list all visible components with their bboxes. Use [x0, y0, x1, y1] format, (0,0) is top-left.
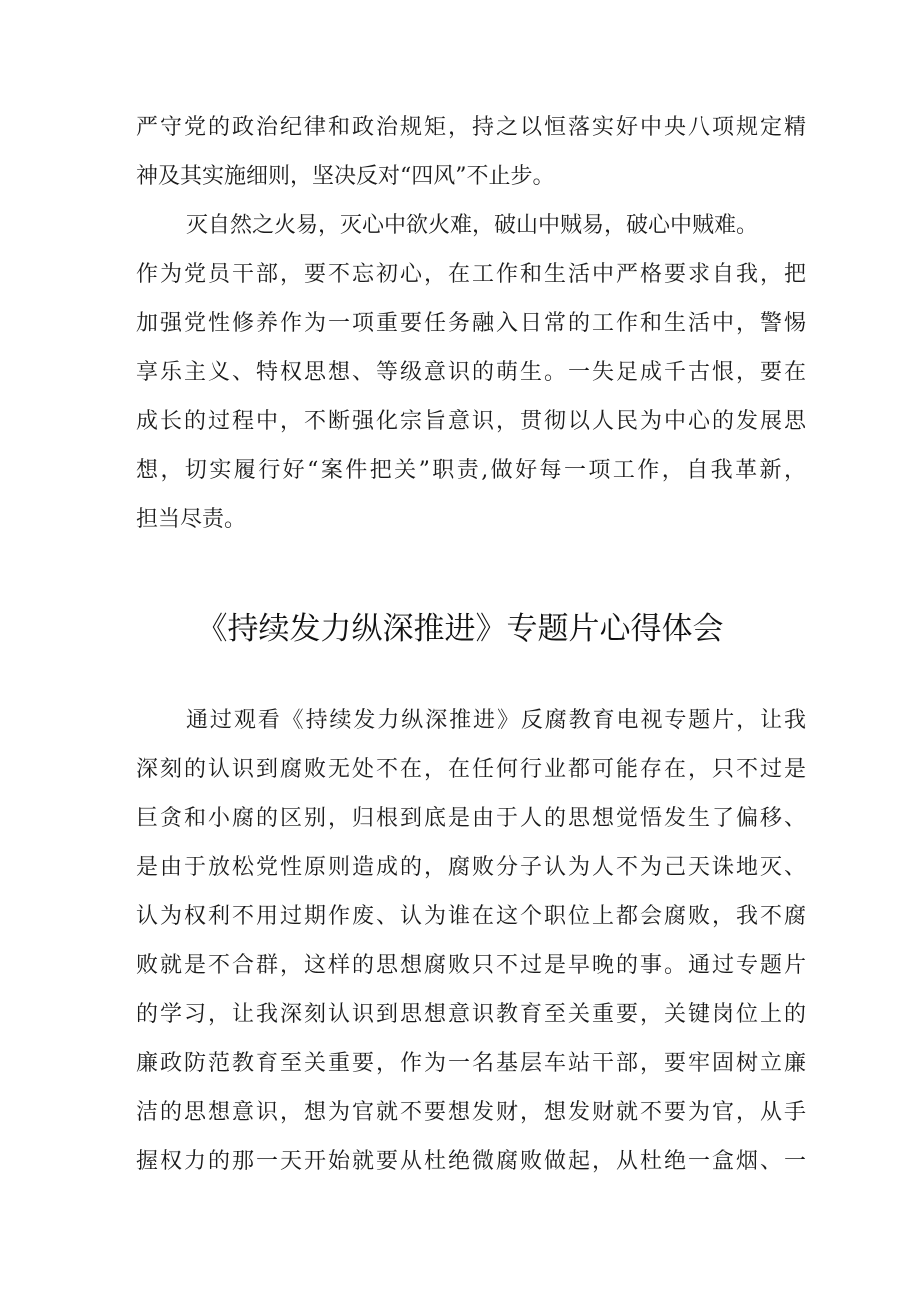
paragraph-3-line-1: 通过观看《持续发力纵深推进》反腐教育电视专题片，让我: [186, 708, 806, 733]
paragraph-3-line-8: 廉政防范教育至关重要，作为一名基层车站干部，要牢固树立廉: [136, 1051, 806, 1076]
paragraph-3-line-5: 认为权利不用过期作废、认为谁在这个职位上都会腐败，我不腐: [136, 904, 806, 929]
paragraph-3-line-4: 是由于放松党性原则造成的，腐败分子认为人不为己天诛地灭、: [136, 855, 806, 880]
paragraph-3-line-7: 的学习，让我深刻认识到思想意识教育至关重要，关键岗位上的: [136, 1002, 806, 1027]
paragraph-1-line-1: 严守党的政治纪律和政治规矩，持之以恒落实好中央八项规定精: [136, 115, 806, 140]
paragraph-2-line-4: 享乐主义、特权思想、等级意识的萌生。一失足成千古恨，要在: [136, 360, 806, 385]
paragraph-1-line-2: 神及其实施细则，坚决反对“四风”不止步。: [136, 164, 555, 189]
paragraph-2-line-6: 想，切实履行好“案件把关”职责,做好每一项工作，自我革新，: [136, 458, 806, 483]
paragraph-2-line-7: 担当尽责。: [136, 507, 247, 532]
paragraph-3-line-2: 深刻的认识到腐败无处不在，在任何行业都可能存在，只不过是: [136, 757, 806, 782]
paragraph-2-line-5: 成长的过程中，不断强化宗旨意识，贯彻以人民为中心的发展思: [136, 409, 806, 434]
paragraph-3-line-9: 洁的思想意识，想为官就不要想发财，想发财就不要为官，从手: [136, 1100, 806, 1125]
paragraph-3-line-6: 败就是不合群，这样的思想腐败只不过是早晚的事。通过专题片: [136, 953, 806, 978]
paragraph-3-line-10: 握权力的那一天开始就要从杜绝微腐败做起，从杜绝一盒烟、一: [136, 1149, 806, 1174]
paragraph-2-line-3: 加强党性修养作为一项重要任务融入日常的工作和生活中，警惕: [136, 311, 806, 336]
section-title: 《持续发力纵深推进》专题片心得体会: [196, 611, 724, 647]
paragraph-2-line-2: 作为党员干部，要不忘初心，在工作和生活中严格要求自我，把: [136, 262, 806, 287]
paragraph-3-line-3: 巨贪和小腐的区别，归根到底是由于人的思想觉悟发生了偏移、: [136, 806, 806, 831]
paragraph-2-line-1: 灭自然之火易，灭心中欲火难，破山中贼易，破心中贼难。: [186, 213, 759, 238]
